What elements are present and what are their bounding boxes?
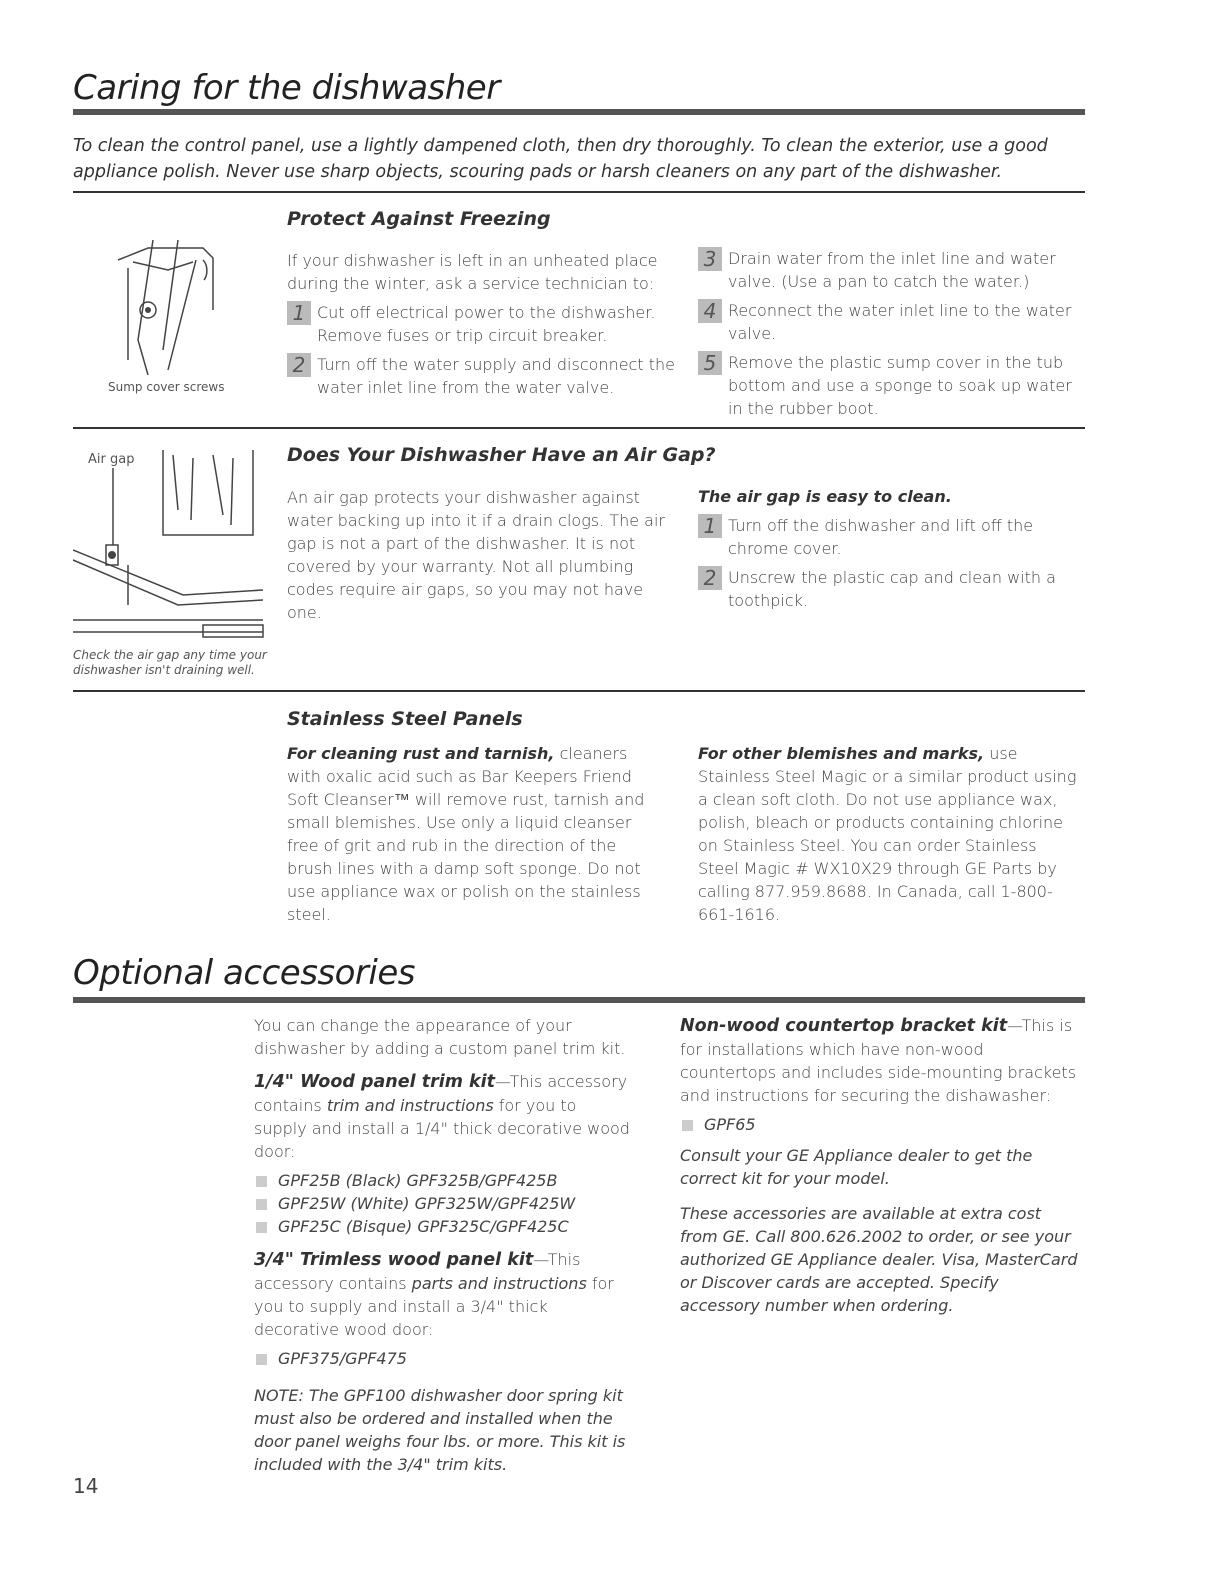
step-number: 4 <box>698 299 722 323</box>
bracket-kit-list <box>680 1113 1080 1136</box>
step-text: Reconnect the water inlet line to the water valve. <box>728 301 1072 343</box>
step-text: Cut off electrical power to the dishwasher. Remove fuses or trip circuit breaker. <box>317 303 656 345</box>
divider <box>73 690 1085 692</box>
sump-cover-caption: Sump cover screws <box>108 380 225 394</box>
trimless-kit-rest: for you to supply and install a 3/4" thick decorative wood door: <box>254 1274 614 1339</box>
freezing-step-5 <box>698 351 1078 420</box>
airgap-subheading: The air gap is easy to clean. <box>698 487 952 506</box>
accessories-order-info: These accessories are available at extra cost from GE. Call 800.626.2002 to order, or see your authorized GE Appliance dealer. Visa, MasterCard or Discover cards are accepted. Specify accessory number when ordering. <box>680 1204 1078 1315</box>
wood-kit-heading: 1/4" Wood panel trim kit <box>254 1072 496 1092</box>
bracket-kit-paragraph <box>680 1014 1080 1107</box>
stainless-right-lead: For other blemishes and marks, <box>698 744 985 763</box>
step-number: 1 <box>287 301 311 325</box>
step-number: 2 <box>698 566 722 590</box>
freezing-step-1 <box>287 301 682 347</box>
airgap-step-2 <box>698 566 1078 612</box>
airgap-step-1 <box>698 514 1078 560</box>
list-item: GPF25B (Black) GPF325B/GPF425B <box>254 1169 634 1192</box>
divider <box>73 427 1085 429</box>
accessories-note: NOTE: The GPF100 dishwasher door spring kit must also be ordered and installed when the door panel weighs four lbs. or more. This kit is included with the 3/4" trim kits. <box>254 1386 626 1474</box>
page-title: Caring for the dishwasher <box>73 68 500 108</box>
freezing-right-column <box>698 247 1078 420</box>
bracket-kit-heading: Non-wood countertop bracket kit <box>680 1016 1008 1036</box>
wood-kit-paragraph <box>254 1070 634 1163</box>
trimless-kit-heading: 3/4" Trimless wood panel kit <box>254 1250 534 1270</box>
step-number: 5 <box>698 351 722 375</box>
stainless-heading: Stainless Steel Panels <box>287 708 523 730</box>
accessories-left-column <box>254 1014 634 1476</box>
airgap-right-column <box>698 485 1078 612</box>
accessories-title: Optional accessories <box>73 953 415 993</box>
freezing-heading: Protect Against Freezing <box>287 208 551 230</box>
list-item: GPF25W (White) GPF325W/GPF425W <box>254 1192 634 1215</box>
list-item: GPF25C (Bisque) GPF325C/GPF425C <box>254 1215 634 1238</box>
stainless-left-body: cleaners with oxalic acid such as Bar Keepers Friend Soft Cleanser™ will remove rust, tarnish and small blemishes. Use only a liquid cleanser free of grit and rub in the direction of the brush lines with a damp soft sponge. Do not use appliance wax or polish on the stainless steel. <box>287 744 645 924</box>
title-rule <box>73 109 1085 115</box>
list-item: GPF375/GPF475 <box>254 1347 634 1370</box>
accessories-title-rule <box>73 997 1085 1003</box>
page-number: 14 <box>73 1474 99 1498</box>
wood-kit-list <box>254 1169 634 1238</box>
stainless-right-body: use Stainless Steel Magic or a similar product using a clean soft cloth. Do not use appliance wax, polish, bleach or products containing chlorine on Stainless Steel. You can order Stainless Steel Magic # WX10X29 through GE Parts by calling 877.959.8688. In Canada, call 1-800-661-1616. <box>698 744 1077 924</box>
trimless-kit-list <box>254 1347 634 1370</box>
freezing-step-2 <box>287 353 682 399</box>
care-intro: To clean the control panel, use a lightly dampened cloth, then dry thoroughly. To clean the exterior, use a good appliance polish. Never use sharp objects, scouring pads or harsh cleaners on any part of the dishwasher. <box>73 136 1048 182</box>
step-number: 3 <box>698 247 722 271</box>
list-item: GPF65 <box>680 1113 1080 1136</box>
freezing-step-4 <box>698 299 1078 345</box>
accessories-consult: Consult your GE Appliance dealer to get the correct kit for your model. <box>680 1146 1033 1188</box>
stainless-right-text <box>698 742 1080 926</box>
wood-kit-dash: —This accessory contains <box>254 1072 628 1115</box>
wood-kit-italic: trim and instructions <box>326 1096 494 1115</box>
step-text: Turn off the water supply and disconnect the water inlet line from the water valve. <box>317 355 675 397</box>
stainless-left-text <box>287 742 665 926</box>
step-text: Turn off the dishwasher and lift off the chrome cover. <box>728 516 1034 558</box>
air-gap-label: Air gap <box>88 452 135 467</box>
freezing-step-3 <box>698 247 1078 293</box>
step-text: Unscrew the plastic cap and clean with a toothpick. <box>728 568 1056 610</box>
stainless-left-lead: For cleaning rust and tarnish, <box>287 744 555 763</box>
step-number: 1 <box>698 514 722 538</box>
bracket-kit-rest: —This is for installations which have non-wood countertops and includes side-mounting brackets and instructions for securing the dishawasher: <box>680 1016 1077 1105</box>
accessories-intro: You can change the appearance of your dishwasher by adding a custom panel trim kit. <box>254 1016 626 1058</box>
step-text: Drain water from the inlet line and water valve. (Use a pan to catch the water.) <box>728 249 1056 291</box>
trimless-kit-paragraph <box>254 1248 634 1341</box>
divider <box>73 191 1085 193</box>
step-number: 2 <box>287 353 311 377</box>
trimless-kit-italic: parts and instructions <box>411 1274 587 1293</box>
wood-kit-rest: for you to supply and install a 1/4" thick decorative wood door: <box>254 1096 630 1161</box>
step-text: Remove the plastic sump cover in the tub bottom and use a sponge to soak up water in the rubber boot. <box>728 353 1072 418</box>
freezing-left-column <box>287 249 682 399</box>
airgap-heading: Does Your Dishwasher Have an Air Gap? <box>287 444 716 466</box>
sump-cover-illustration <box>108 240 228 375</box>
air-gap-caption: Check the air gap any time your dishwasher isn't draining well. <box>73 648 267 677</box>
airgap-body: An air gap protects your dishwasher against water backing up into it if a drain clogs. The air gap is not a part of the dishwasher. It is not covered by your warranty. Not all plumbing codes require air gaps, so you may not have one. <box>287 488 665 622</box>
freezing-lead: If your dishwasher is left in an unheated place during the winter, ask a service technician to: <box>287 251 658 293</box>
accessories-right-column <box>680 1014 1080 1317</box>
air-gap-illustration <box>73 440 268 645</box>
trimless-kit-dash: —This accessory contains <box>254 1250 581 1293</box>
